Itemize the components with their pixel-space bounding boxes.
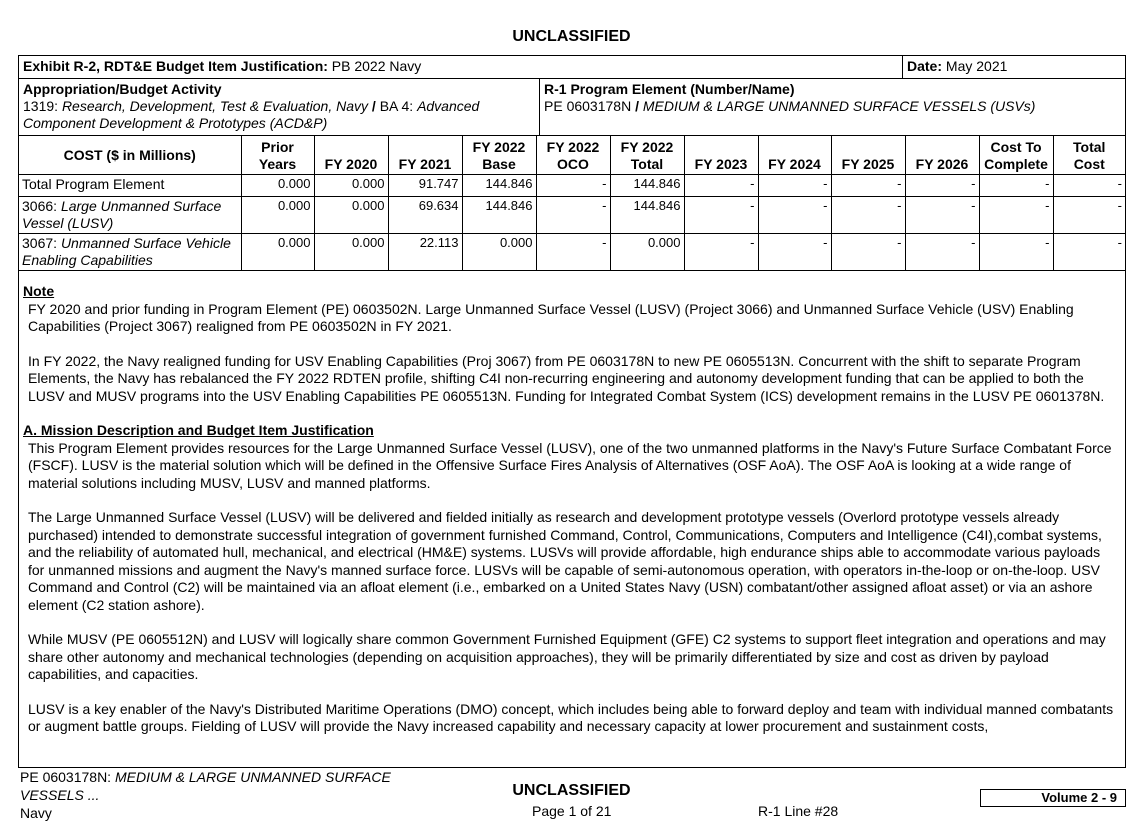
appropriation-label: Appropriation/Budget Activity (23, 81, 222, 97)
row-label: 3066: Large Unmanned Surface Vessel (LUSV) (19, 197, 241, 234)
cost-table-header (19, 136, 1125, 175)
column-header: Total Cost (1053, 136, 1125, 175)
cell: 0.000 (241, 234, 314, 271)
note-heading: Note (23, 283, 55, 299)
cell: - (684, 197, 758, 234)
cell: - (831, 197, 905, 234)
column-header: FY 2024 (758, 136, 831, 175)
date-value: May 2021 (945, 58, 1008, 74)
cell: 144.846 (462, 197, 536, 234)
cell: - (536, 175, 610, 197)
appropriation-sep: / (368, 98, 380, 114)
mission-heading: A. Mission Description and Budget Item Justification (23, 422, 374, 438)
cell: 144.846 (610, 175, 684, 197)
table-row (19, 175, 1125, 197)
column-header: FY 2022 Total (610, 136, 684, 175)
table-row (19, 197, 1125, 234)
appropriation-row (19, 79, 1125, 136)
r1-sep: / (631, 98, 643, 114)
exhibit-frame (18, 55, 1126, 768)
cell: 0.000 (241, 197, 314, 234)
column-header: FY 2026 (905, 136, 979, 175)
cell: 0.000 (462, 234, 536, 271)
r1-program-element-cell (540, 79, 1125, 135)
volume-label: Volume 2 - 9 (980, 789, 1126, 807)
cell: - (536, 197, 610, 234)
cell: 91.747 (388, 175, 462, 197)
cell: - (1053, 234, 1125, 271)
cell: 144.846 (610, 197, 684, 234)
mission-paragraph: The Large Unmanned Surface Vessel (LUSV) will be delivered and fielded initially as research and development prototype vessels (Overlord prototype vessels already purchased) intended to demonstrate successful integration of government furnished Command, Control, Communications, Computers and Intelligence (C4I),combat systems, and the reliability of automated hull, mechanical, and electrical (HM&E) systems. LUSVs will provide affordable, high endurance ships able to accommodate various payloads for unmanned missions and augment the Navy's manned surface force. LUSVs will be capable of semi-autonomous operation, with operators in-the-loop or on-the-loop. USV Command and Control (C2) will be maintained via an afloat element (i.e., embarked on a United States Navy (USN) combatant/other assigned afloat asset) or via an ashore element (C2 station ashore). (28, 509, 1102, 613)
cell: - (905, 234, 979, 271)
exhibit-value: PB 2022 Navy (331, 58, 422, 74)
footer-pe-code: PE 0603178N: (20, 769, 112, 785)
mission-paragraph: This Program Element provides resources for the Large Unmanned Surface Vessel (LUSV), one of the two unmanned platforms in the Navy's Future Surface Combatant Force (FSCF). LUSV is the material solution which will be defined in the Offensive Surface Fires Analysis of Alternatives (OSF AoA). The OSF AoA is looking at a wide range of material solutions including MUSV, LUSV and manned platforms. (28, 439, 1112, 491)
cell: 144.846 (462, 175, 536, 197)
cell: - (905, 175, 979, 197)
cell: - (758, 175, 831, 197)
footer-pe-name: MEDIUM & LARGE UNMANNED SURFACE (114, 769, 391, 785)
exhibit-header-row (19, 56, 1125, 79)
cell: 0.000 (314, 197, 388, 234)
column-header: FY 2022 OCO (536, 136, 610, 175)
cell: - (979, 175, 1053, 197)
document-body (19, 271, 1125, 736)
mission-paragraph: LUSV is a key enabler of the Navy's Distributed Maritime Operations (DMO) concept, which includes being able to forward deploy and team with individual manned combatants or augment battle groups. Fielding of LUSV will provide the Navy increased capability and necessary capacity at lower procurement and sustainment costs, (28, 700, 1114, 734)
cell: - (758, 234, 831, 271)
appropriation-text: Research, Development, Test & Evaluation, Navy (61, 98, 369, 114)
column-header: FY 2021 (388, 136, 462, 175)
cell: - (831, 175, 905, 197)
cell: 22.113 (388, 234, 462, 271)
exhibit-label: Exhibit R-2, RDT&E Budget Item Justification: (23, 58, 328, 74)
column-header: FY 2025 (831, 136, 905, 175)
column-header: FY 2022 Base (462, 136, 536, 175)
row-label: 3067: Unmanned Surface Vehicle Enabling Capabilities (19, 234, 241, 271)
footer-pe-name-cont: VESSELS ... (20, 787, 100, 803)
appropriation-cell (19, 79, 540, 135)
r1-name: MEDIUM & LARGE UNMANNED SURFACE VESSELS (USVs) (642, 98, 1036, 114)
column-header: FY 2023 (684, 136, 758, 175)
note-paragraph: In FY 2022, the Navy realigned funding for USV Enabling Capabilities (Proj 3067) from PE 0603178N to new PE 0605513N. Concurrent with the shift to separate Program Elements, the Navy has rebalanced the FY 2022 RDTEN profile, shifting C4I non-recurring engineering and autonomy development funding that can be applied to both the LUSV and MUSV programs into the USV Enabling Capabilities PE 0605513N. Funding for Integrated Combat System (ICS) development remains in the LUSV PE 0601378N. (28, 352, 1105, 404)
cell: - (536, 234, 610, 271)
cell: 69.634 (388, 197, 462, 234)
date-label: Date: (907, 58, 943, 74)
note-paragraph: FY 2020 and prior funding in Program Element (PE) 0603502N. Large Unmanned Surface Vessel (LUSV) (Project 3066) and Unmanned Surface Vehicle (USV) Enabling Capabilities (Project 3067) realigned from PE 0603502N in FY 2021. (28, 300, 1074, 334)
cell: - (684, 234, 758, 271)
footer-service: Navy (20, 805, 52, 821)
row-label: Total Program Element (19, 175, 241, 197)
cell: - (1053, 175, 1125, 197)
appropriation-code: 1319: (23, 98, 59, 114)
classification-banner-bottom: UNCLASSIFIED (512, 782, 631, 799)
r1-pe: PE 0603178N (544, 98, 632, 114)
column-header: COST ($ in Millions) (19, 136, 241, 175)
cell: - (1053, 197, 1125, 234)
cell: 0.000 (241, 175, 314, 197)
exhibit-title (19, 56, 903, 78)
ba-code: BA 4: (379, 98, 414, 114)
cost-table (19, 136, 1125, 271)
r1-line-number: R-1 Line #28 (758, 803, 839, 819)
cell: - (684, 175, 758, 197)
classification-banner-top: UNCLASSIFIED (512, 28, 631, 45)
cell: 0.000 (610, 234, 684, 271)
cell: 0.000 (314, 234, 388, 271)
r1-label: R-1 Program Element (Number/Name) (544, 81, 795, 97)
ba-text: Advanced Component Development & Prototypes (ACD&P) (23, 98, 480, 131)
cell: - (831, 234, 905, 271)
column-header: Cost To Complete (979, 136, 1053, 175)
table-row (19, 234, 1125, 271)
cell: - (979, 234, 1053, 271)
page-number: Page 1 of 21 (532, 803, 612, 819)
column-header: FY 2020 (314, 136, 388, 175)
mission-paragraph: While MUSV (PE 0605512N) and LUSV will logically share common Government Furnished Equipment (GFE) C2 systems to support fleet integration and operations and may share other autonomy and mechanical technologies (depending on acquisition approaches), they will be primarily differentiated by size and cost as driven by payload capabilities, and capacities. (28, 631, 1106, 682)
cell: - (905, 197, 979, 234)
cell: - (758, 197, 831, 234)
cell: 0.000 (314, 175, 388, 197)
exhibit-date (903, 56, 1125, 78)
column-header: Prior Years (241, 136, 314, 175)
cell: - (979, 197, 1053, 234)
